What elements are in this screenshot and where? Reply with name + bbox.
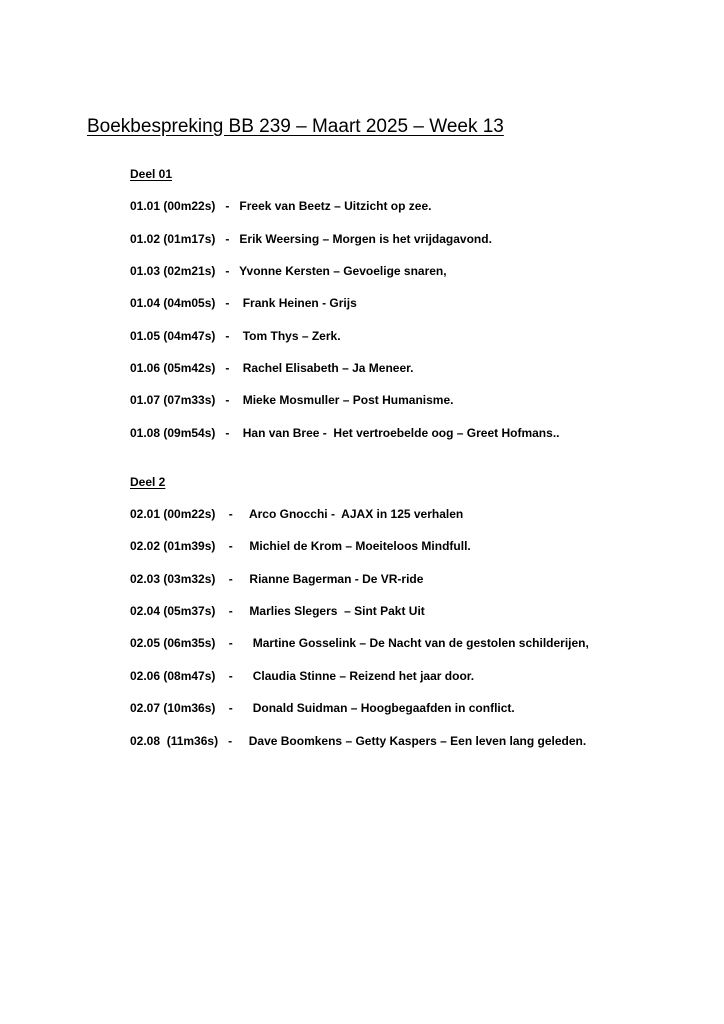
list-item: 01.06 (05m42s) - Rachel Elisabeth – Ja Meneer.	[130, 361, 414, 375]
list-item: 01.01 (00m22s) - Freek van Beetz – Uitzicht op zee.	[130, 199, 432, 213]
list-item: 02.04 (05m37s) - Marlies Slegers – Sint Pakt Uit	[130, 604, 425, 618]
list-item: 01.03 (02m21s) - Yvonne Kersten – Gevoelige snaren,	[130, 264, 447, 278]
list-item: 01.08 (09m54s) - Han van Bree - Het vertroebelde oog – Greet Hofmans..	[130, 426, 560, 440]
list-item: 02.01 (00m22s) - Arco Gnocchi - AJAX in 125 verhalen	[130, 507, 464, 521]
list-item: 01.04 (04m05s) - Frank Heinen - Grijs	[130, 296, 357, 310]
list-item: 02.06 (08m47s) - Claudia Stinne – Reizend het jaar door.	[130, 669, 475, 683]
section-heading-deel-2: Deel 2	[130, 475, 166, 489]
list-item: 01.05 (04m47s) - Tom Thys – Zerk.	[130, 329, 341, 343]
list-item: 02.02 (01m39s) - Michiel de Krom – Moeiteloos Mindfull.	[130, 539, 471, 553]
list-item: 01.07 (07m33s) - Mieke Mosmuller – Post Humanisme.	[130, 393, 454, 407]
list-item: 01.02 (01m17s) - Erik Weersing – Morgen is het vrijdagavond.	[130, 232, 492, 246]
section-heading-deel-01: Deel 01	[130, 167, 173, 181]
list-item: 02.03 (03m32s) - Rianne Bagerman - De VR-ride	[130, 572, 424, 586]
list-item: 02.05 (06m35s) - Martine Gosselink – De Nacht van de gestolen schilderijen,	[130, 636, 589, 650]
list-item: 02.08 (11m36s) - Dave Boomkens – Getty Kaspers – Een leven lang geleden.	[130, 734, 587, 748]
document-title: Boekbespreking BB 239 – Maart 2025 – Week 13	[87, 116, 504, 137]
list-item: 02.07 (10m36s) - Donald Suidman – Hoogbegaafden in conflict.	[130, 701, 515, 715]
